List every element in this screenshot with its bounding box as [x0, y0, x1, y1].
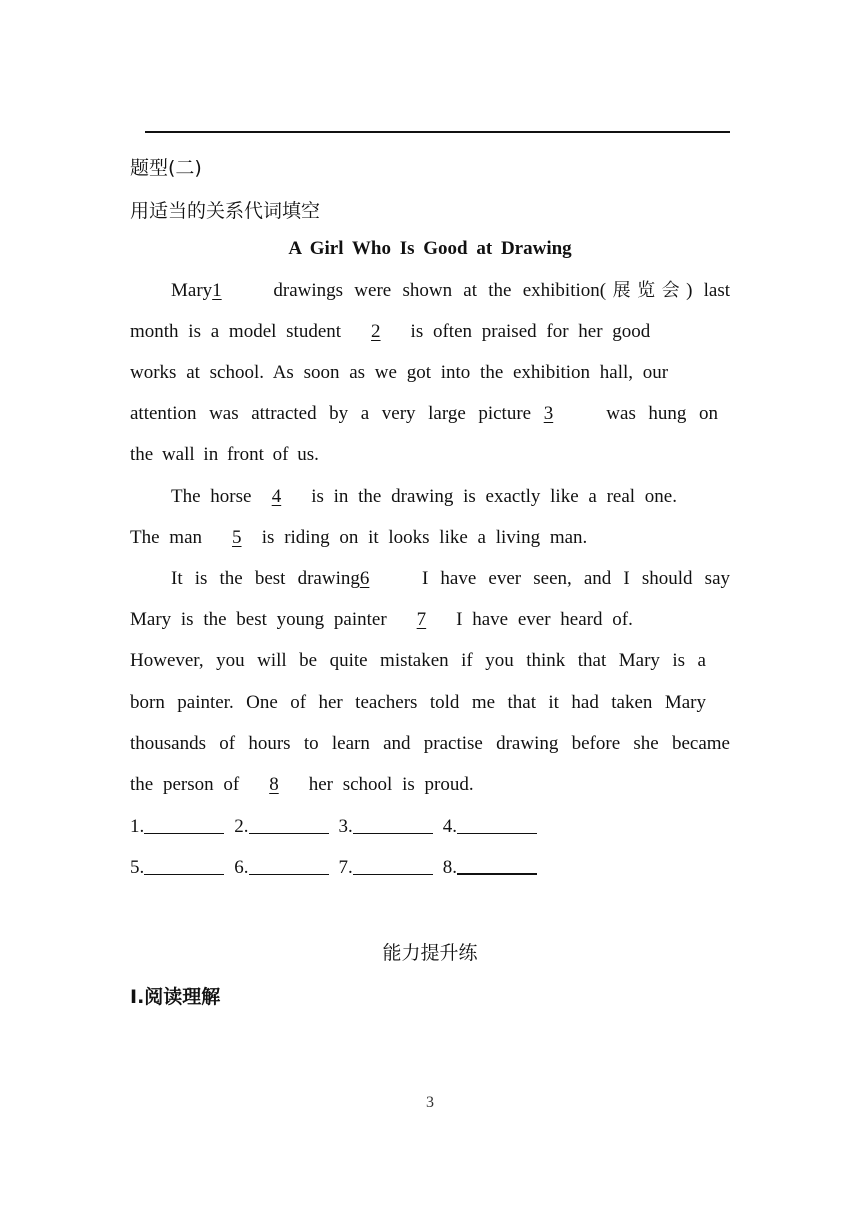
- passage-line-13: the person of 8 her school is proud.: [130, 771, 730, 799]
- blank-8: 8: [269, 774, 279, 795]
- passage-line-12: thousands of hours to learn and practise drawing before she became: [130, 733, 730, 754]
- blank-3: 3: [543, 403, 554, 424]
- passage-line-7: The man 5 is riding on it looks like a living man.: [130, 524, 730, 552]
- passage-title: A Girl Who Is Good at Drawing: [288, 238, 572, 259]
- passage-line-8: It is the best drawing6 I have ever seen, and I should say: [171, 565, 730, 593]
- answer-slot-3: 3.: [339, 813, 433, 841]
- passage-line-4: attention was attracted by a very large picture 3 was hung on: [130, 400, 718, 428]
- answer-line-2[interactable]: [249, 815, 329, 834]
- passage-line-10: However, you will be quite mistaken if you think that Mary is a: [130, 650, 706, 671]
- answer-slot-5: 5.: [130, 854, 224, 882]
- answer-line-3[interactable]: [353, 815, 433, 834]
- answer-slot-6: 6.: [234, 854, 328, 882]
- header-rule: [145, 131, 730, 133]
- passage-line-2: month is a model student 2 is often praised for her good: [130, 318, 680, 346]
- answer-slot-2: 2.: [234, 813, 328, 841]
- page-number: 3: [426, 1094, 434, 1111]
- blank-2: 2: [371, 321, 381, 342]
- answer-row-1: [130, 813, 547, 841]
- answer-row-2: [130, 854, 547, 882]
- section-label: 题型(二): [130, 157, 202, 179]
- passage-line-3: works at school. As soon as we got into the exhibition hall, our: [130, 362, 669, 383]
- blank-7: 7: [416, 609, 427, 630]
- passage-line-6: The horse 4 is in the drawing is exactly like a real one.: [171, 483, 730, 511]
- answer-line-1[interactable]: [144, 815, 224, 834]
- answer-slot-1: 1.: [130, 813, 224, 841]
- blank-5: 5: [232, 527, 242, 548]
- answer-line-4[interactable]: [457, 815, 537, 834]
- passage-line-11: born painter. One of her teachers told me that it had taken Mary: [130, 692, 706, 713]
- answer-line-5[interactable]: [144, 856, 224, 875]
- section2-subtitle: Ⅰ.阅读理解: [130, 986, 221, 1008]
- answer-slot-8: 8.: [443, 854, 537, 882]
- passage-line-9: Mary is the best young painter 7 I have ever heard of.: [130, 606, 660, 634]
- blank-4: 4: [271, 486, 282, 507]
- answer-slot-7: 7.: [339, 854, 433, 882]
- instruction: 用适当的关系代词填空: [130, 200, 321, 222]
- answer-line-6[interactable]: [249, 856, 329, 875]
- passage-line-5: the wall in front of us.: [130, 444, 319, 465]
- blank-1: 1: [212, 280, 222, 301]
- answer-line-7[interactable]: [353, 856, 433, 875]
- blank-6: 6: [359, 568, 370, 589]
- passage-line-1: Mary1 drawings were shown at the exhibition(展览会) last: [171, 277, 730, 305]
- section2-title: 能力提升练: [382, 942, 478, 964]
- answer-slot-4: 4.: [443, 813, 537, 841]
- answer-line-8[interactable]: [457, 855, 537, 875]
